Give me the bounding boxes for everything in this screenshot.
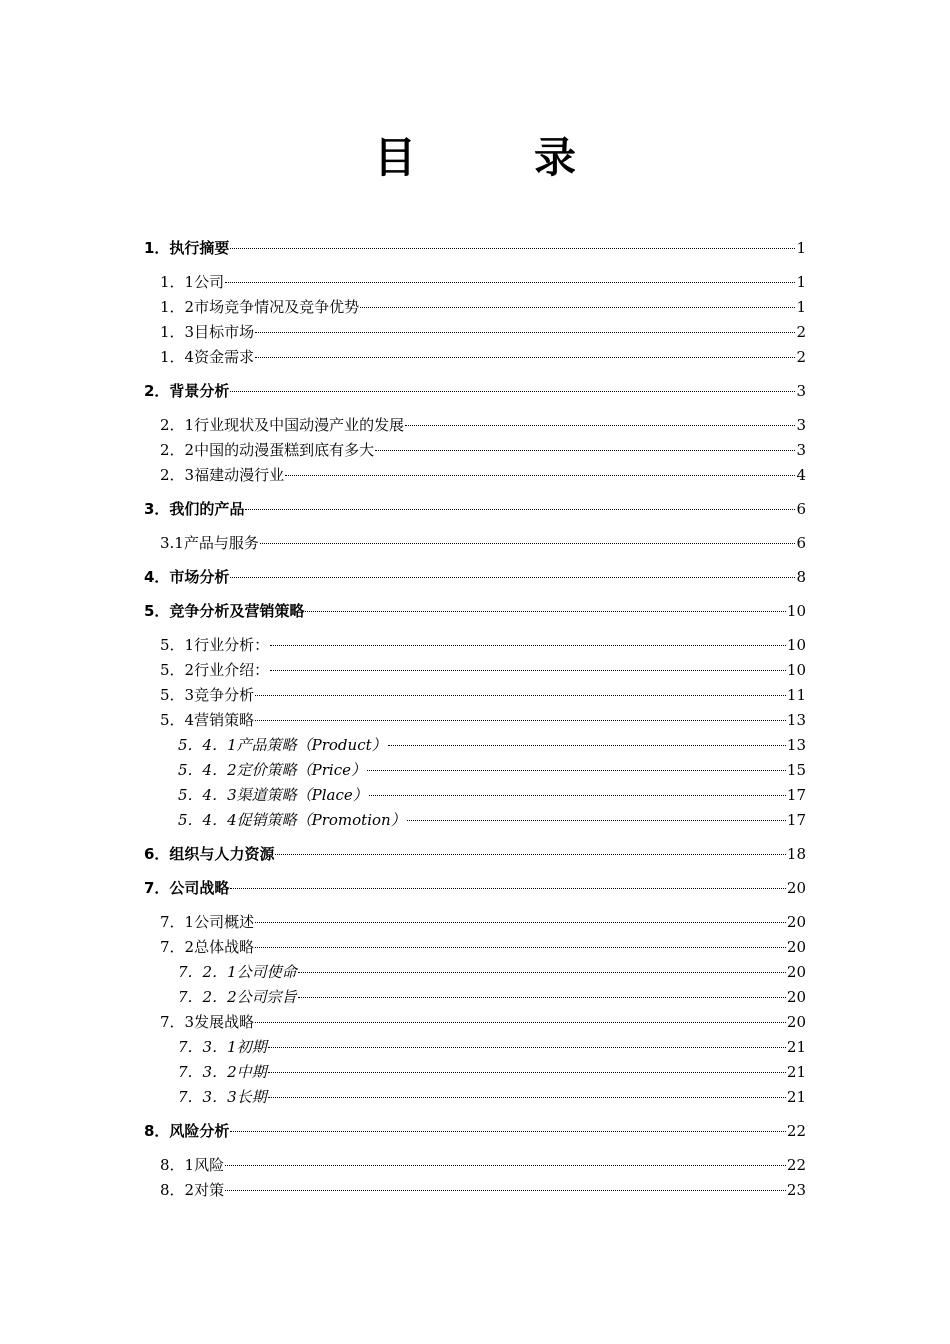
toc-entry-label: 5．竞争分析及营销策略 — [144, 602, 305, 620]
toc-entry-label: 7．2．2公司宗旨 — [178, 988, 297, 1006]
dot-leader — [225, 1165, 786, 1166]
toc-entry-page-number: 11 — [786, 686, 806, 704]
toc-entry-page-number: 1 — [796, 239, 806, 257]
toc-entry[interactable] — [144, 497, 806, 522]
dot-leader — [255, 357, 795, 358]
toc-entry-label: 7．3．1初期 — [178, 1038, 267, 1056]
toc-entry-label: 8．2对策 — [160, 1181, 225, 1199]
toc-entry-page-number: 2 — [796, 348, 806, 366]
toc-entry-label: 5．4．2定价策略（Price） — [178, 761, 366, 779]
dot-leader — [268, 1072, 786, 1073]
toc-entry[interactable] — [144, 935, 806, 960]
toc-entry-label: 1．执行摘要 — [144, 239, 230, 257]
dot-leader — [285, 475, 795, 476]
toc-entry[interactable] — [144, 910, 806, 935]
toc-entry-page-number: 10 — [786, 602, 806, 620]
toc-entry-page-number: 21 — [786, 1063, 806, 1081]
toc-entry-page-number: 13 — [786, 736, 806, 754]
dot-leader — [230, 1131, 785, 1132]
toc-entry-label: 4．市场分析 — [144, 568, 230, 586]
toc-entry-label: 1．1公司 — [160, 273, 225, 291]
dot-leader — [407, 820, 786, 821]
dot-leader — [298, 972, 786, 973]
toc-entry[interactable] — [144, 633, 806, 658]
dot-leader — [230, 888, 785, 889]
toc-entry[interactable] — [144, 758, 806, 783]
toc-entry[interactable] — [144, 1178, 806, 1203]
toc-entry[interactable] — [144, 808, 806, 833]
toc-entry[interactable] — [144, 683, 806, 708]
page-title: 目 录 — [373, 133, 614, 182]
toc-entry-label: 8．1风险 — [160, 1156, 225, 1174]
toc-entry-label: 2．1行业现状及中国动漫产业的发展 — [160, 416, 405, 434]
toc-entry[interactable] — [144, 1119, 806, 1144]
toc-entry[interactable] — [144, 842, 806, 867]
toc-entry-label: 5．4．1产品策略（Product） — [178, 736, 387, 754]
dot-leader — [255, 720, 786, 721]
dot-leader — [388, 745, 786, 746]
toc-entry-label: 7．1公司概述 — [160, 913, 255, 931]
toc-entry-label: 6．组织与人力资源 — [144, 845, 275, 863]
toc-entry[interactable] — [144, 783, 806, 808]
toc-entry-label: 5．3竞争分析 — [160, 686, 255, 704]
dot-leader — [268, 1097, 786, 1098]
dot-leader — [367, 770, 786, 771]
toc-entry-label: 5．4．3渠道策略（Place） — [178, 786, 368, 804]
dot-leader — [405, 425, 795, 426]
toc-entry[interactable] — [144, 438, 806, 463]
toc-entry-page-number: 20 — [786, 963, 806, 981]
dot-leader — [225, 282, 795, 283]
toc-entry-page-number: 13 — [786, 711, 806, 729]
toc-entry-page-number: 8 — [796, 568, 806, 586]
toc-entry[interactable] — [144, 1085, 806, 1110]
toc-entry-page-number: 20 — [786, 879, 806, 897]
toc-entry[interactable] — [144, 1010, 806, 1035]
dot-leader — [270, 645, 786, 646]
toc-entry-label: 8．风险分析 — [144, 1122, 230, 1140]
toc-entry[interactable] — [144, 270, 806, 295]
toc-entry-label: 5．2行业介绍： — [160, 661, 270, 679]
toc-entry-page-number: 23 — [786, 1181, 806, 1199]
toc-entry[interactable] — [144, 236, 806, 261]
toc-entry-label: 2．2中国的动漫蛋糕到底有多大 — [160, 441, 375, 459]
toc-entry-page-number: 22 — [786, 1122, 806, 1140]
dot-leader — [275, 854, 785, 855]
dot-leader — [230, 391, 795, 392]
toc-entry-label: 7．公司战略 — [144, 879, 230, 897]
table-of-contents — [144, 227, 806, 1203]
toc-entry[interactable] — [144, 1060, 806, 1085]
toc-entry-page-number: 1 — [796, 298, 806, 316]
toc-entry-page-number: 20 — [786, 1013, 806, 1031]
toc-entry-page-number: 10 — [786, 661, 806, 679]
toc-entry-label: 7．2总体战略 — [160, 938, 255, 956]
toc-entry-page-number: 6 — [796, 500, 806, 518]
toc-entry-page-number: 20 — [786, 938, 806, 956]
toc-entry-label: 1．2市场竞争情况及竞争优势 — [160, 298, 360, 316]
dot-leader — [255, 922, 786, 923]
toc-entry[interactable] — [144, 565, 806, 590]
toc-entry[interactable] — [144, 876, 806, 901]
toc-entry[interactable] — [144, 733, 806, 758]
toc-entry[interactable] — [144, 295, 806, 320]
dot-leader — [230, 577, 795, 578]
toc-entry-label: 2．背景分析 — [144, 382, 230, 400]
dot-leader — [230, 248, 795, 249]
toc-entry[interactable] — [144, 599, 806, 624]
toc-entry-page-number: 21 — [786, 1088, 806, 1106]
dot-leader — [255, 1022, 786, 1023]
toc-entry-label: 1．4资金需求 — [160, 348, 255, 366]
dot-leader — [298, 997, 786, 998]
toc-entry-page-number: 20 — [786, 913, 806, 931]
toc-entry-label: 1．3目标市场 — [160, 323, 255, 341]
toc-entry-page-number: 3 — [796, 382, 806, 400]
toc-entry[interactable] — [144, 1035, 806, 1060]
toc-entry-page-number: 22 — [786, 1156, 806, 1174]
dot-leader — [270, 670, 786, 671]
toc-entry-label: 3.1产品与服务 — [160, 534, 259, 552]
toc-entry[interactable] — [144, 658, 806, 683]
dot-leader — [260, 543, 796, 544]
dot-leader — [360, 307, 795, 308]
dot-leader — [225, 1190, 786, 1191]
dot-leader — [255, 332, 795, 333]
toc-entry[interactable] — [144, 985, 806, 1010]
toc-entry[interactable] — [144, 708, 806, 733]
dot-leader — [255, 695, 786, 696]
dot-leader — [369, 795, 786, 796]
toc-entry-label: 7．3．2中期 — [178, 1063, 267, 1081]
toc-entry-label: 3．我们的产品 — [144, 500, 245, 518]
toc-entry-page-number: 10 — [786, 636, 806, 654]
toc-entry[interactable] — [144, 379, 806, 404]
toc-entry-page-number: 21 — [786, 1038, 806, 1056]
toc-entry-page-number: 3 — [796, 416, 806, 434]
toc-entry-page-number: 17 — [786, 811, 806, 829]
toc-entry[interactable] — [144, 413, 806, 438]
toc-entry-label: 5．4．4促销策略（Promotion） — [178, 811, 406, 829]
toc-entry[interactable] — [144, 960, 806, 985]
toc-entry[interactable] — [144, 320, 806, 345]
toc-entry-label: 5．1行业分析： — [160, 636, 270, 654]
toc-entry-label: 7．3．3长期 — [178, 1088, 267, 1106]
toc-entry[interactable] — [144, 463, 806, 488]
toc-entry-label: 7．3发展战略 — [160, 1013, 255, 1031]
toc-entry-label: 7．2．1公司使命 — [178, 963, 297, 981]
toc-entry-page-number: 20 — [786, 988, 806, 1006]
toc-entry-page-number: 18 — [786, 845, 806, 863]
toc-entry-page-number: 6 — [796, 534, 806, 552]
toc-entry-page-number: 15 — [786, 761, 806, 779]
toc-entry[interactable] — [144, 345, 806, 370]
toc-entry-page-number: 1 — [796, 273, 806, 291]
dot-leader — [268, 1047, 786, 1048]
toc-entry-page-number: 17 — [786, 786, 806, 804]
toc-entry[interactable] — [144, 531, 806, 556]
toc-entry[interactable] — [144, 1153, 806, 1178]
toc-entry-label: 2．3福建动漫行业 — [160, 466, 285, 484]
toc-entry-page-number: 3 — [796, 441, 806, 459]
dot-leader — [305, 611, 785, 612]
toc-entry-label: 5．4营销策略 — [160, 711, 255, 729]
dot-leader — [255, 947, 786, 948]
dot-leader — [375, 450, 795, 451]
toc-entry-page-number: 4 — [796, 466, 806, 484]
toc-entry-page-number: 2 — [796, 323, 806, 341]
dot-leader — [245, 509, 795, 510]
